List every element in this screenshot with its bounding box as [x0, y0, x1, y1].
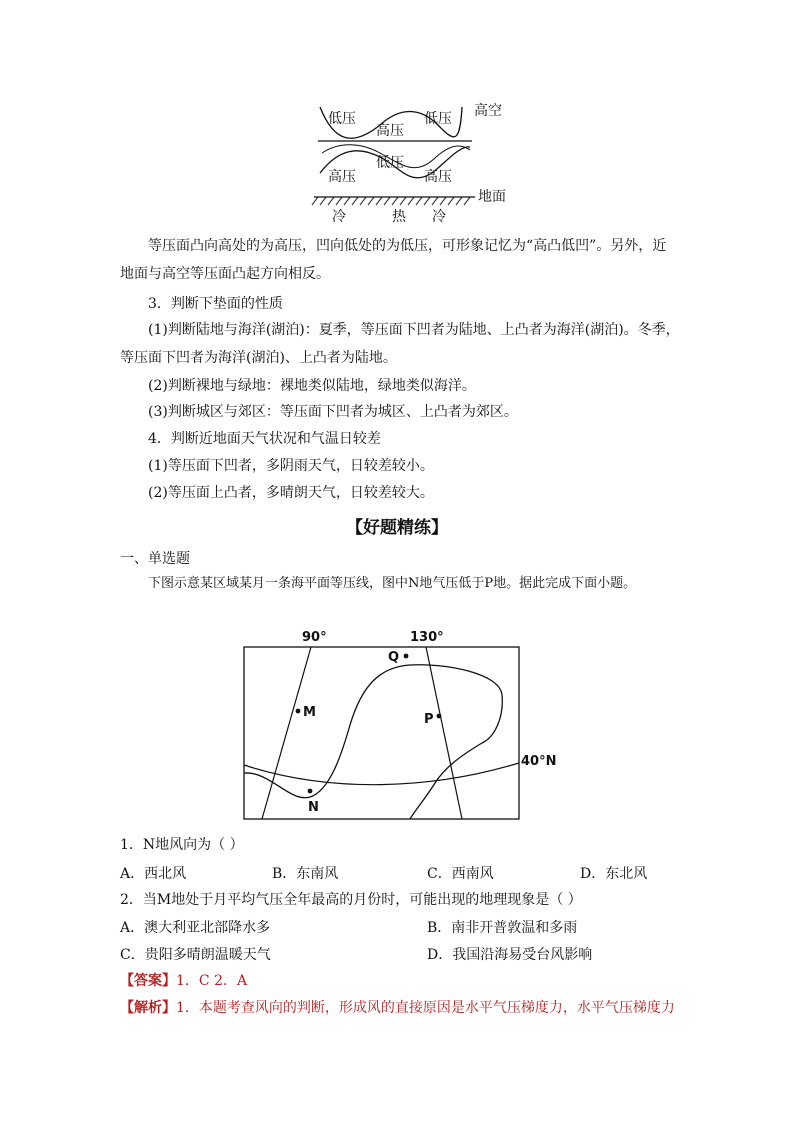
question-2-option-c[interactable]: C．贵阳多晴朗温暖天气 [120, 947, 271, 963]
section-title: 【好题精练】 [346, 518, 448, 538]
map-frame [244, 647, 519, 819]
lower-label-left: 高压 [328, 169, 356, 185]
upper-label-left: 低压 [328, 111, 356, 127]
question-1-option-c[interactable]: C．西南风 [427, 866, 494, 882]
answer-label: 【答案】 [120, 973, 176, 989]
isobar-map [230, 625, 570, 825]
answer-text: 1．C 2．A [176, 973, 248, 989]
upper-label-right: 低压 [424, 111, 452, 127]
bottom-label-left: 冷 [332, 209, 346, 225]
meridian-90 [262, 647, 311, 819]
question-2-stem: 2．当M地处于月平均气压全年最高的月份时，可能出现的地理现象是（ ） [120, 892, 582, 908]
parallel-40n [244, 763, 519, 785]
isobar-line [244, 665, 502, 819]
point-q-label: Q [388, 650, 400, 665]
analysis-text: 1．本题考查风向的判断，形成风的直接原因是水平气压梯度力，水平气压梯度力 [176, 1000, 675, 1016]
isobar-surface-diagram [300, 95, 530, 225]
item-3-2: (2)判断裸地与绿地：裸地类似陆地，绿地类似海洋。 [148, 378, 476, 394]
question-1-option-b[interactable]: B．东南风 [272, 866, 339, 882]
item-4-heading: 4．判断近地面天气状况和气温日较差 [148, 431, 381, 447]
lower-label-mid: 低压 [376, 155, 404, 171]
analysis-line [120, 998, 675, 1018]
item-3-3: (3)判断城区与郊区：等压面下凹者为城区、上凸者为郊区。 [148, 404, 518, 420]
question-1-option-a[interactable]: A．西北风 [120, 866, 187, 882]
analysis-label: 【解析】 [120, 1000, 176, 1016]
item-3-1: (1)判断陆地与海洋(湖泊)：夏季，等压面下凹者为陆地、上凸者为海洋(湖泊)。冬季，等压面下凹者为海洋(湖泊)、上凸者为陆地。 [120, 322, 680, 366]
point-n-label: N [308, 800, 319, 815]
lower-label-right: 高压 [424, 169, 452, 185]
answer-line [120, 971, 247, 991]
point-m-label: M [303, 705, 316, 720]
ground-side-label: 地面 [478, 189, 506, 205]
point-p-marker [437, 714, 442, 719]
item-3-heading: 3．判断下垫面的性质 [148, 296, 283, 312]
top-side-label: 高空 [474, 103, 502, 119]
item-4-1: (1)等压面下凹者，多阴雨天气，日较差较小。 [148, 458, 434, 474]
meridian-130 [426, 647, 462, 819]
point-n-marker [308, 789, 313, 794]
question-intro: 下图示意某区域某月一条海平面等压线，图中N地气压低于P地。据此完成下面小题。 [148, 576, 637, 591]
lon-130-label: 130° [410, 630, 444, 645]
question-1-option-d[interactable]: D．东北风 [580, 866, 648, 882]
point-p-label: P [424, 712, 434, 727]
question-2-option-b[interactable]: B．南非开普敦温和多雨 [427, 920, 578, 936]
paragraph-high-convex-low-concave: 等压面凸向高处的为高压，凹向低处的为低压，可形象记忆为“高凸低凹”。另外，近地面与高空等压面凸起方向相反。 [120, 238, 667, 282]
item-4-2: (2)等压面上凸者，多晴朗天气，日较差较大。 [148, 485, 434, 501]
question-2-option-d[interactable]: D．我国沿海易受台风影响 [427, 947, 593, 963]
upper-label-mid: 高压 [376, 123, 404, 139]
part-label: 一、单选题 [120, 551, 190, 567]
point-m-marker [296, 709, 301, 714]
lat-40n-label: 40°N [521, 754, 557, 769]
question-1-stem: 1．N地风向为（ ） [120, 837, 244, 853]
lon-90-label: 90° [302, 630, 327, 645]
bottom-label-mid: 热 [392, 209, 406, 225]
bottom-label-right: 冷 [432, 209, 446, 225]
question-2-option-a[interactable]: A．澳大利亚北部降水多 [120, 920, 271, 936]
ground-hatching [312, 197, 470, 205]
point-q-marker [404, 654, 409, 659]
